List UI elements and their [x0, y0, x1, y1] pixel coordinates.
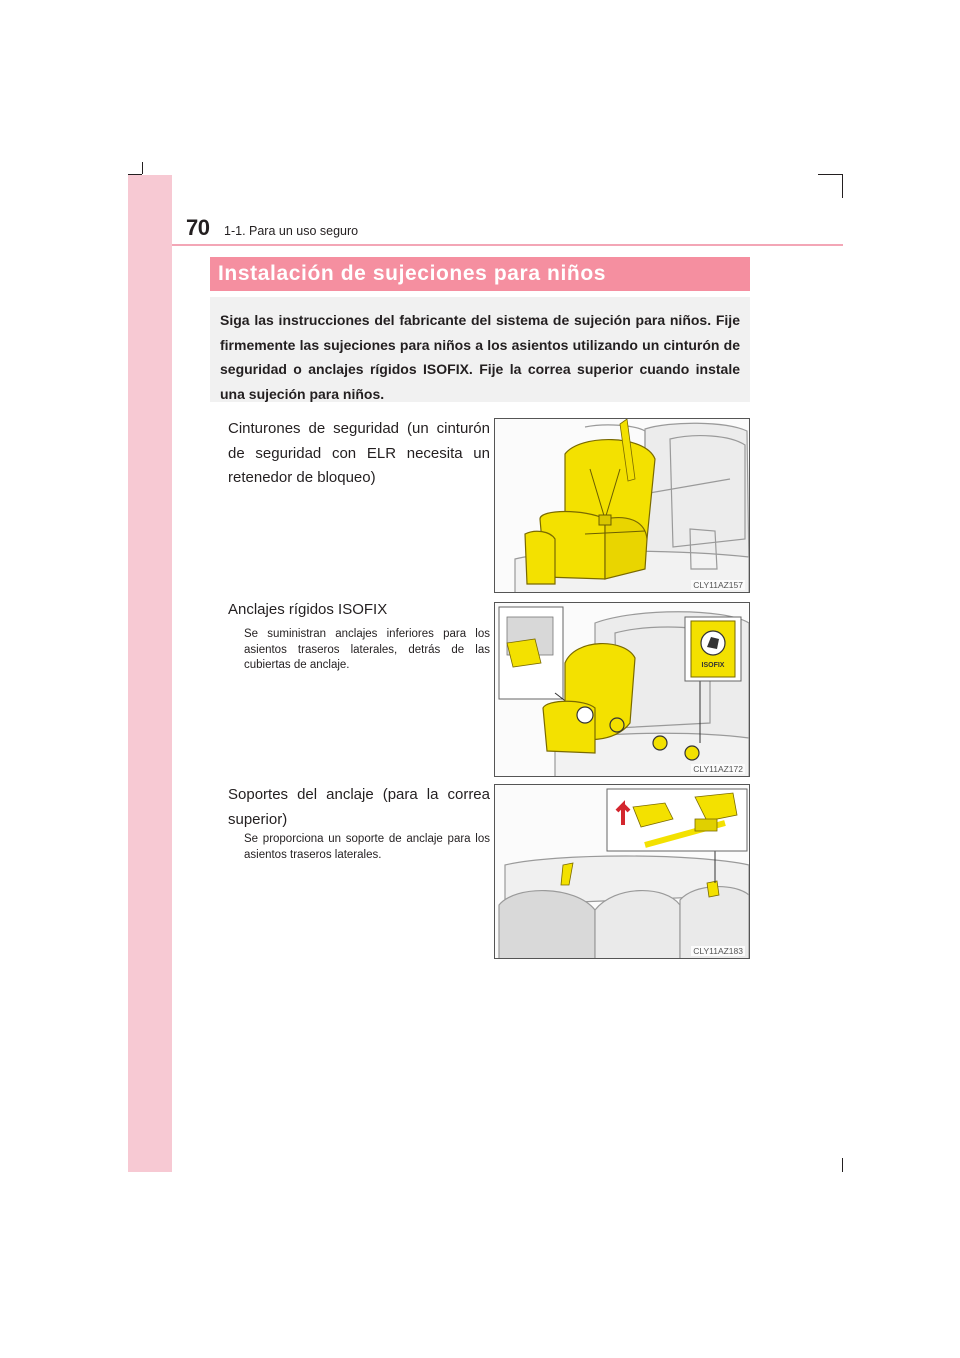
figure-isofix-install — [494, 602, 750, 777]
running-head: 1-1. Para un uso seguro — [224, 224, 359, 238]
crop-mark-top-right-v — [842, 174, 843, 198]
intro-box: Siga las instrucciones del fabricante del sistema de sujeción para niños. Fije firmemente las sujeciones para niños a los asientos utilizando un cinturón de seguridad o anclajes rígidos ISOFIX. Fije la correa superior cuando instale una sujeción para niños. — [210, 297, 750, 402]
figure-code: CLY11AZ172 — [693, 764, 743, 774]
child-seat-icon — [495, 419, 750, 593]
crop-mark-top-left — [128, 174, 142, 175]
figure-seat-belt-install — [494, 418, 750, 593]
header-rule — [172, 244, 843, 246]
crop-mark-top-right — [818, 174, 842, 175]
isofix-anchor-illustration — [495, 603, 750, 777]
side-color-band — [128, 175, 172, 1172]
figure-code: CLY11AZ157 — [693, 580, 743, 590]
item-text-isofix: Se suministran anclajes inferiores para los asientos traseros laterales, detrás de las cubiertas de anclaje. — [244, 628, 490, 671]
tether-anchor-illustration — [495, 785, 750, 959]
item-text-tether: Se proporciona un soporte de anclaje para los asientos traseros laterales. — [244, 833, 490, 861]
section-title: Instalación de sujeciones para niños — [210, 257, 750, 291]
page-number: 70 — [186, 215, 210, 240]
item-heading-tether: Soportes del anclaje (para la correa superior) — [228, 786, 490, 828]
figure-code: CLY11AZ183 — [693, 946, 743, 956]
item-heading-seat-belts: Cinturones de seguridad (un cinturón de seguridad con ELR necesita un retenedor de bloqueo) — [228, 420, 490, 486]
item-heading-isofix: Anclajes rígidos ISOFIX — [228, 601, 388, 618]
figure-tether-anchor — [494, 784, 750, 959]
crop-mark-top-left-v — [142, 162, 143, 174]
crop-mark-bottom-right-v — [842, 1158, 843, 1172]
isofix-badge-label: ISOFIX — [701, 662, 725, 669]
